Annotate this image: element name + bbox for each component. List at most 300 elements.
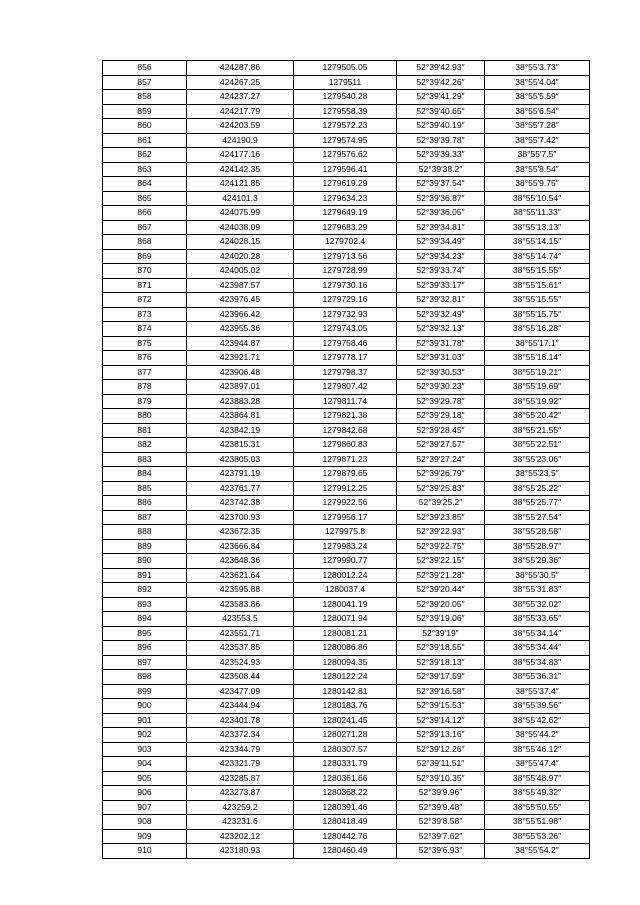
y-coordinate-cell: 1280442.76 xyxy=(294,829,397,844)
point-number-cell: 883 xyxy=(103,452,187,467)
latitude-cell: 52°39′38.2″ xyxy=(397,162,485,177)
x-coordinate-cell: 423883.28 xyxy=(187,394,294,409)
y-coordinate-cell: 1279879.65 xyxy=(294,467,397,482)
latitude-cell: 52°39′19″ xyxy=(397,626,485,641)
latitude-cell: 52°39′33.74″ xyxy=(397,264,485,279)
longitude-cell: 38°55′50.55″ xyxy=(485,800,590,815)
latitude-cell: 52°39′32.13″ xyxy=(397,322,485,337)
x-coordinate-cell: 423285.87 xyxy=(187,771,294,786)
table-row xyxy=(103,655,590,670)
table-row xyxy=(103,800,590,815)
x-coordinate-cell: 424038.09 xyxy=(187,220,294,235)
latitude-cell: 52°39′18.55″ xyxy=(397,641,485,656)
point-number-cell: 895 xyxy=(103,626,187,641)
y-coordinate-cell: 1280183.76 xyxy=(294,699,397,714)
point-number-cell: 873 xyxy=(103,307,187,322)
point-number-cell: 878 xyxy=(103,380,187,395)
x-coordinate-cell: 423595.88 xyxy=(187,583,294,598)
longitude-cell: 38°55′25.22″ xyxy=(485,481,590,496)
table-row xyxy=(103,684,590,699)
y-coordinate-cell: 1279558.39 xyxy=(294,104,397,119)
longitude-cell: 38°55′27.54″ xyxy=(485,510,590,525)
point-number-cell: 891 xyxy=(103,568,187,583)
longitude-cell: 38°55′28.58″ xyxy=(485,525,590,540)
table-row xyxy=(103,829,590,844)
point-number-cell: 868 xyxy=(103,235,187,250)
x-coordinate-cell: 423444.94 xyxy=(187,699,294,714)
latitude-cell: 52°39′29.78″ xyxy=(397,394,485,409)
latitude-cell: 52°39′14.12″ xyxy=(397,713,485,728)
point-number-cell: 892 xyxy=(103,583,187,598)
latitude-cell: 52°39′31.03″ xyxy=(397,351,485,366)
latitude-cell: 52°39′25.2″ xyxy=(397,496,485,511)
table-row xyxy=(103,757,590,772)
y-coordinate-cell: 1279798.37 xyxy=(294,365,397,380)
y-coordinate-cell: 1279619.29 xyxy=(294,177,397,192)
y-coordinate-cell: 1280418.49 xyxy=(294,815,397,830)
point-number-cell: 872 xyxy=(103,293,187,308)
x-coordinate-cell: 424101.3 xyxy=(187,191,294,206)
table-row xyxy=(103,815,590,830)
x-coordinate-cell: 423864.81 xyxy=(187,409,294,424)
y-coordinate-cell: 1280041.19 xyxy=(294,597,397,612)
x-coordinate-cell: 423180.93 xyxy=(187,844,294,859)
table-row xyxy=(103,699,590,714)
longitude-cell: 38°55′9.75″ xyxy=(485,177,590,192)
y-coordinate-cell: 1279912.25 xyxy=(294,481,397,496)
y-coordinate-cell: 1280122.24 xyxy=(294,670,397,685)
longitude-cell: 38°55′18.14″ xyxy=(485,351,590,366)
longitude-cell: 38°55′31.83″ xyxy=(485,583,590,598)
longitude-cell: 38°55′14.15″ xyxy=(485,235,590,250)
point-number-cell: 902 xyxy=(103,728,187,743)
y-coordinate-cell: 1279975.8 xyxy=(294,525,397,540)
x-coordinate-cell: 424287.86 xyxy=(187,61,294,76)
table-row xyxy=(103,322,590,337)
x-coordinate-cell: 424267.25 xyxy=(187,75,294,90)
x-coordinate-cell: 423537.85 xyxy=(187,641,294,656)
longitude-cell: 38°55′53.26″ xyxy=(485,829,590,844)
table-row xyxy=(103,307,590,322)
latitude-cell: 52°39′8.58″ xyxy=(397,815,485,830)
point-number-cell: 864 xyxy=(103,177,187,192)
y-coordinate-cell: 1280037.4 xyxy=(294,583,397,598)
x-coordinate-cell: 423921.71 xyxy=(187,351,294,366)
point-number-cell: 882 xyxy=(103,438,187,453)
longitude-cell: 38°55′7.5″ xyxy=(485,148,590,163)
y-coordinate-cell: 1279743.05 xyxy=(294,322,397,337)
x-coordinate-cell: 423987.57 xyxy=(187,278,294,293)
latitude-cell: 52°39′39.78″ xyxy=(397,133,485,148)
y-coordinate-cell: 1280086.86 xyxy=(294,641,397,656)
table-row xyxy=(103,467,590,482)
point-number-cell: 857 xyxy=(103,75,187,90)
point-number-cell: 905 xyxy=(103,771,187,786)
table-row xyxy=(103,728,590,743)
x-coordinate-cell: 423842.19 xyxy=(187,423,294,438)
latitude-cell: 52°39′30.53″ xyxy=(397,365,485,380)
point-number-cell: 896 xyxy=(103,641,187,656)
point-number-cell: 869 xyxy=(103,249,187,264)
x-coordinate-cell: 423273.87 xyxy=(187,786,294,801)
longitude-cell: 38°55′15.55″ xyxy=(485,293,590,308)
longitude-cell: 38°55′11.33″ xyxy=(485,206,590,221)
x-coordinate-cell: 423742.38 xyxy=(187,496,294,511)
point-number-cell: 888 xyxy=(103,525,187,540)
x-coordinate-cell: 423976.45 xyxy=(187,293,294,308)
x-coordinate-cell: 423477.09 xyxy=(187,684,294,699)
longitude-cell: 38°55′19.92″ xyxy=(485,394,590,409)
table-row xyxy=(103,452,590,467)
y-coordinate-cell: 1279505.05 xyxy=(294,61,397,76)
y-coordinate-cell: 1280368.22 xyxy=(294,786,397,801)
latitude-cell: 52°39′28.45″ xyxy=(397,423,485,438)
longitude-cell: 38°55′34.44″ xyxy=(485,641,590,656)
y-coordinate-cell: 1279649.19 xyxy=(294,206,397,221)
latitude-cell: 52°39′20.05″ xyxy=(397,597,485,612)
table-row xyxy=(103,539,590,554)
longitude-cell: 38°55′32.02″ xyxy=(485,597,590,612)
y-coordinate-cell: 1279778.17 xyxy=(294,351,397,366)
table-row xyxy=(103,249,590,264)
table-row xyxy=(103,496,590,511)
point-number-cell: 886 xyxy=(103,496,187,511)
table-row xyxy=(103,713,590,728)
latitude-cell: 52°39′13.16″ xyxy=(397,728,485,743)
latitude-cell: 52°39′20.44″ xyxy=(397,583,485,598)
latitude-cell: 52°39′39.33″ xyxy=(397,148,485,163)
point-number-cell: 866 xyxy=(103,206,187,221)
point-number-cell: 907 xyxy=(103,800,187,815)
x-coordinate-cell: 423524.93 xyxy=(187,655,294,670)
table-row xyxy=(103,409,590,424)
point-number-cell: 884 xyxy=(103,467,187,482)
y-coordinate-cell: 1279758.46 xyxy=(294,336,397,351)
x-coordinate-cell: 423966.42 xyxy=(187,307,294,322)
y-coordinate-cell: 1279990.77 xyxy=(294,554,397,569)
point-number-cell: 859 xyxy=(103,104,187,119)
x-coordinate-cell: 423321.79 xyxy=(187,757,294,772)
x-coordinate-cell: 423955.36 xyxy=(187,322,294,337)
x-coordinate-cell: 424121.85 xyxy=(187,177,294,192)
table-row xyxy=(103,641,590,656)
latitude-cell: 52°39′12.26″ xyxy=(397,742,485,757)
latitude-cell: 52°39′30.23″ xyxy=(397,380,485,395)
point-number-cell: 880 xyxy=(103,409,187,424)
longitude-cell: 38°55′8.54″ xyxy=(485,162,590,177)
x-coordinate-cell: 423583.86 xyxy=(187,597,294,612)
point-number-cell: 894 xyxy=(103,612,187,627)
latitude-cell: 52°39′34.23″ xyxy=(397,249,485,264)
longitude-cell: 38°55′29.36″ xyxy=(485,554,590,569)
x-coordinate-cell: 423672.35 xyxy=(187,525,294,540)
longitude-cell: 38°55′21.55″ xyxy=(485,423,590,438)
latitude-cell: 52°39′17.59″ xyxy=(397,670,485,685)
point-number-cell: 865 xyxy=(103,191,187,206)
longitude-cell: 38°55′4.04″ xyxy=(485,75,590,90)
latitude-cell: 52°39′21.28″ xyxy=(397,568,485,583)
latitude-cell: 52°39′33.17″ xyxy=(397,278,485,293)
latitude-cell: 52°39′7.62″ xyxy=(397,829,485,844)
table-row xyxy=(103,525,590,540)
point-number-cell: 856 xyxy=(103,61,187,76)
y-coordinate-cell: 1280271.28 xyxy=(294,728,397,743)
y-coordinate-cell: 1280241.45 xyxy=(294,713,397,728)
table-row xyxy=(103,191,590,206)
x-coordinate-cell: 423508.44 xyxy=(187,670,294,685)
table-row xyxy=(103,771,590,786)
x-coordinate-cell: 423805.03 xyxy=(187,452,294,467)
longitude-cell: 38°55′15.55″ xyxy=(485,264,590,279)
y-coordinate-cell: 1280460.49 xyxy=(294,844,397,859)
longitude-cell: 38°55′34.14″ xyxy=(485,626,590,641)
point-number-cell: 871 xyxy=(103,278,187,293)
point-number-cell: 903 xyxy=(103,742,187,757)
table-row xyxy=(103,583,590,598)
x-coordinate-cell: 423202.12 xyxy=(187,829,294,844)
y-coordinate-cell: 1279732.93 xyxy=(294,307,397,322)
latitude-cell: 52°39′32.81″ xyxy=(397,293,485,308)
y-coordinate-cell: 1279983.24 xyxy=(294,539,397,554)
longitude-cell: 38°55′7.42″ xyxy=(485,133,590,148)
table-row xyxy=(103,220,590,235)
point-number-cell: 867 xyxy=(103,220,187,235)
longitude-cell: 38°55′44.2″ xyxy=(485,728,590,743)
point-number-cell: 901 xyxy=(103,713,187,728)
y-coordinate-cell: 1280094.35 xyxy=(294,655,397,670)
table-row xyxy=(103,394,590,409)
point-number-cell: 908 xyxy=(103,815,187,830)
y-coordinate-cell: 1279702.4 xyxy=(294,235,397,250)
longitude-cell: 38°55′19.69″ xyxy=(485,380,590,395)
table-row xyxy=(103,380,590,395)
y-coordinate-cell: 1279730.16 xyxy=(294,278,397,293)
table-row xyxy=(103,264,590,279)
table-row xyxy=(103,423,590,438)
x-coordinate-cell: 424217.79 xyxy=(187,104,294,119)
y-coordinate-cell: 1279576.62 xyxy=(294,148,397,163)
point-number-cell: 860 xyxy=(103,119,187,134)
y-coordinate-cell: 1280307.57 xyxy=(294,742,397,757)
longitude-cell: 38°55′25.77″ xyxy=(485,496,590,511)
longitude-cell: 38°55′3.73″ xyxy=(485,61,590,76)
point-number-cell: 887 xyxy=(103,510,187,525)
y-coordinate-cell: 1279728.99 xyxy=(294,264,397,279)
y-coordinate-cell: 1279572.23 xyxy=(294,119,397,134)
table-row xyxy=(103,119,590,134)
point-number-cell: 904 xyxy=(103,757,187,772)
longitude-cell: 38°55′39.56″ xyxy=(485,699,590,714)
table-row xyxy=(103,742,590,757)
y-coordinate-cell: 1279596.41 xyxy=(294,162,397,177)
x-coordinate-cell: 424142.35 xyxy=(187,162,294,177)
latitude-cell: 52°39′22.75″ xyxy=(397,539,485,554)
y-coordinate-cell: 1279956.17 xyxy=(294,510,397,525)
table-row xyxy=(103,670,590,685)
longitude-cell: 38°55′51.98″ xyxy=(485,815,590,830)
table-row xyxy=(103,612,590,627)
longitude-cell: 38°55′20.42″ xyxy=(485,409,590,424)
y-coordinate-cell: 1279811.74 xyxy=(294,394,397,409)
x-coordinate-cell: 424028.15 xyxy=(187,235,294,250)
x-coordinate-cell: 424075.99 xyxy=(187,206,294,221)
latitude-cell: 52°39′36.87″ xyxy=(397,191,485,206)
latitude-cell: 52°39′25.83″ xyxy=(397,481,485,496)
y-coordinate-cell: 1280331.79 xyxy=(294,757,397,772)
y-coordinate-cell: 1279860.83 xyxy=(294,438,397,453)
point-number-cell: 890 xyxy=(103,554,187,569)
y-coordinate-cell: 1280081.21 xyxy=(294,626,397,641)
point-number-cell: 863 xyxy=(103,162,187,177)
table-row xyxy=(103,844,590,859)
x-coordinate-cell: 423666.84 xyxy=(187,539,294,554)
latitude-cell: 52°39′36.05″ xyxy=(397,206,485,221)
longitude-cell: 38°55′10.54″ xyxy=(485,191,590,206)
point-number-cell: 858 xyxy=(103,90,187,105)
y-coordinate-cell: 1280012.24 xyxy=(294,568,397,583)
latitude-cell: 52°39′26.79″ xyxy=(397,467,485,482)
latitude-cell: 52°39′6.93″ xyxy=(397,844,485,859)
x-coordinate-cell: 423815.31 xyxy=(187,438,294,453)
latitude-cell: 52°39′34.49″ xyxy=(397,235,485,250)
latitude-cell: 52°39′9.48″ xyxy=(397,800,485,815)
latitude-cell: 52°39′11.51″ xyxy=(397,757,485,772)
y-coordinate-cell: 1279683.29 xyxy=(294,220,397,235)
longitude-cell: 38°55′34.83″ xyxy=(485,655,590,670)
x-coordinate-cell: 423700.93 xyxy=(187,510,294,525)
latitude-cell: 52°39′10.35″ xyxy=(397,771,485,786)
longitude-cell: 38°55′46.12″ xyxy=(485,742,590,757)
point-number-cell: 885 xyxy=(103,481,187,496)
longitude-cell: 38°55′22.51″ xyxy=(485,438,590,453)
table-row xyxy=(103,162,590,177)
table-row xyxy=(103,278,590,293)
point-number-cell: 909 xyxy=(103,829,187,844)
longitude-cell: 38°55′47.4″ xyxy=(485,757,590,772)
point-number-cell: 874 xyxy=(103,322,187,337)
y-coordinate-cell: 1279729.16 xyxy=(294,293,397,308)
table-row xyxy=(103,554,590,569)
table-row xyxy=(103,293,590,308)
table-row xyxy=(103,90,590,105)
table-row xyxy=(103,365,590,380)
longitude-cell: 38°55′54.2″ xyxy=(485,844,590,859)
y-coordinate-cell: 1279713.56 xyxy=(294,249,397,264)
latitude-cell: 52°39′27.24″ xyxy=(397,452,485,467)
point-number-cell: 893 xyxy=(103,597,187,612)
longitude-cell: 38°55′19.21″ xyxy=(485,365,590,380)
y-coordinate-cell: 1279842.68 xyxy=(294,423,397,438)
y-coordinate-cell: 1279511 xyxy=(294,75,397,90)
table-row xyxy=(103,597,590,612)
longitude-cell: 38°55′13.13″ xyxy=(485,220,590,235)
point-number-cell: 898 xyxy=(103,670,187,685)
x-coordinate-cell: 423553.5 xyxy=(187,612,294,627)
latitude-cell: 52°39′23.85″ xyxy=(397,510,485,525)
latitude-cell: 52°39′42.93″ xyxy=(397,61,485,76)
latitude-cell: 52°39′18.13″ xyxy=(397,655,485,670)
latitude-cell: 52°39′32.49″ xyxy=(397,307,485,322)
table-row xyxy=(103,177,590,192)
x-coordinate-cell: 424190.9 xyxy=(187,133,294,148)
table-row xyxy=(103,568,590,583)
longitude-cell: 38°55′30.5″ xyxy=(485,568,590,583)
x-coordinate-cell: 423761.77 xyxy=(187,481,294,496)
table-body xyxy=(103,61,590,859)
point-number-cell: 889 xyxy=(103,539,187,554)
x-coordinate-cell: 423551.71 xyxy=(187,626,294,641)
latitude-cell: 52°39′42.26″ xyxy=(397,75,485,90)
longitude-cell: 38°55′7.28″ xyxy=(485,119,590,134)
y-coordinate-cell: 1280142.81 xyxy=(294,684,397,699)
longitude-cell: 38°55′49.32″ xyxy=(485,786,590,801)
longitude-cell: 38°55′23.06″ xyxy=(485,452,590,467)
latitude-cell: 52°39′22.15″ xyxy=(397,554,485,569)
x-coordinate-cell: 423944.87 xyxy=(187,336,294,351)
longitude-cell: 38°55′15.75″ xyxy=(485,307,590,322)
table-row xyxy=(103,336,590,351)
table-row xyxy=(103,626,590,641)
table-row xyxy=(103,61,590,76)
longitude-cell: 38°55′33.65″ xyxy=(485,612,590,627)
latitude-cell: 52°39′40.65″ xyxy=(397,104,485,119)
x-coordinate-cell: 423897.01 xyxy=(187,380,294,395)
latitude-cell: 52°39′40.19″ xyxy=(397,119,485,134)
latitude-cell: 52°39′15.53″ xyxy=(397,699,485,714)
table-row xyxy=(103,481,590,496)
y-coordinate-cell: 1279540.28 xyxy=(294,90,397,105)
point-number-cell: 906 xyxy=(103,786,187,801)
longitude-cell: 38°55′48.97″ xyxy=(485,771,590,786)
table-row xyxy=(103,351,590,366)
latitude-cell: 52°39′29.18″ xyxy=(397,409,485,424)
point-number-cell: 897 xyxy=(103,655,187,670)
x-coordinate-cell: 424237.27 xyxy=(187,90,294,105)
point-number-cell: 900 xyxy=(103,699,187,714)
y-coordinate-cell: 1279871.23 xyxy=(294,452,397,467)
table-row xyxy=(103,133,590,148)
x-coordinate-cell: 423906.48 xyxy=(187,365,294,380)
table-row xyxy=(103,235,590,250)
latitude-cell: 52°39′9.96″ xyxy=(397,786,485,801)
x-coordinate-cell: 423344.79 xyxy=(187,742,294,757)
x-coordinate-cell: 423621.64 xyxy=(187,568,294,583)
longitude-cell: 38°55′37.4″ xyxy=(485,684,590,699)
table-row xyxy=(103,104,590,119)
longitude-cell: 38°55′16.28″ xyxy=(485,322,590,337)
point-number-cell: 876 xyxy=(103,351,187,366)
y-coordinate-cell: 1280361.66 xyxy=(294,771,397,786)
point-number-cell: 862 xyxy=(103,148,187,163)
x-coordinate-cell: 423259.2 xyxy=(187,800,294,815)
point-number-cell: 875 xyxy=(103,336,187,351)
table-row xyxy=(103,510,590,525)
latitude-cell: 52°39′34.81″ xyxy=(397,220,485,235)
point-number-cell: 877 xyxy=(103,365,187,380)
longitude-cell: 38°55′17.1″ xyxy=(485,336,590,351)
x-coordinate-cell: 423231.6 xyxy=(187,815,294,830)
y-coordinate-cell: 1279922.56 xyxy=(294,496,397,511)
longitude-cell: 38°55′23.5″ xyxy=(485,467,590,482)
table-row xyxy=(103,75,590,90)
longitude-cell: 38°55′6.54″ xyxy=(485,104,590,119)
x-coordinate-cell: 423401.78 xyxy=(187,713,294,728)
latitude-cell: 52°39′31.78″ xyxy=(397,336,485,351)
table-row xyxy=(103,206,590,221)
longitude-cell: 38°55′14.74″ xyxy=(485,249,590,264)
x-coordinate-cell: 423648.36 xyxy=(187,554,294,569)
latitude-cell: 52°39′22.93″ xyxy=(397,525,485,540)
